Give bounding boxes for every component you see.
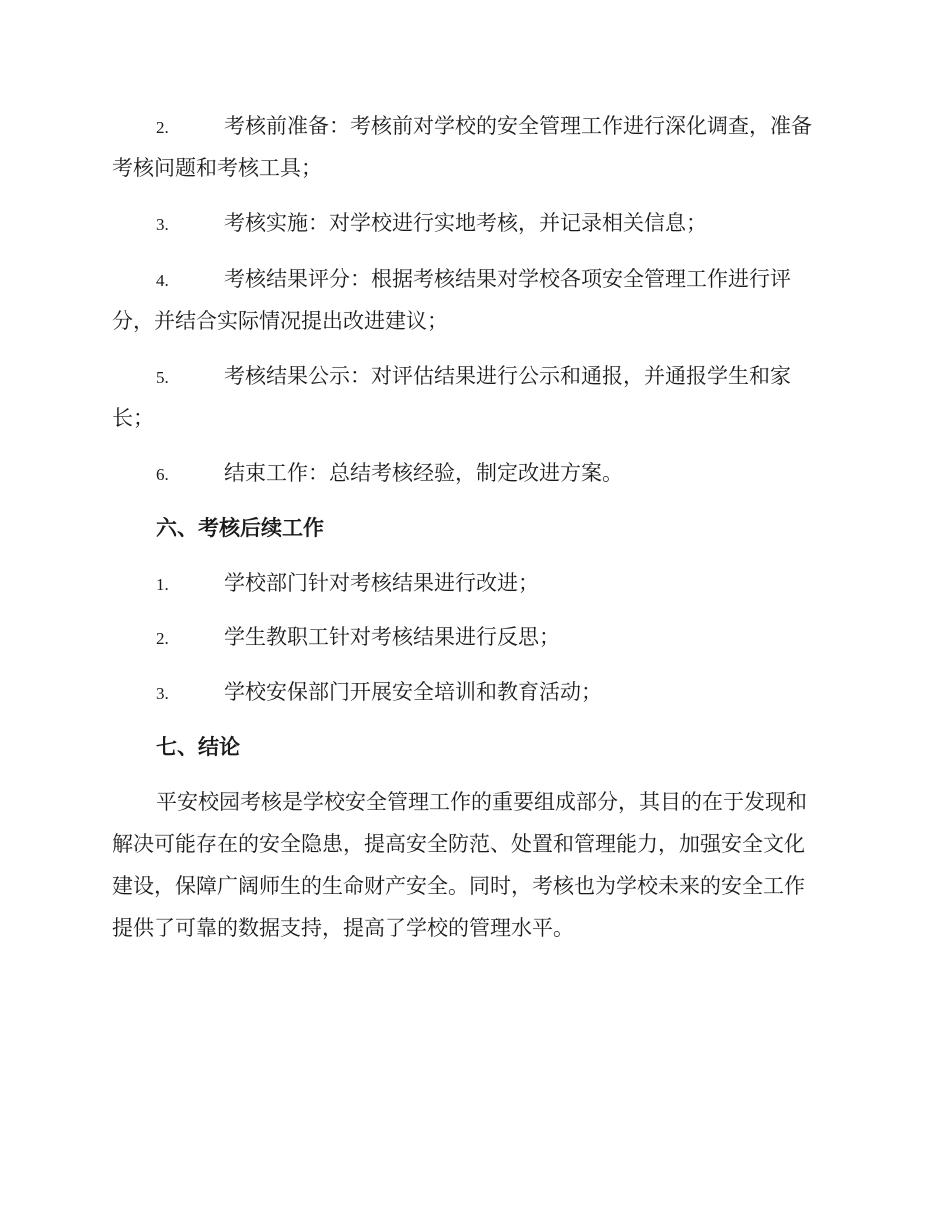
list-item-text-continued: 考核问题和考核工具； — [112, 156, 322, 180]
list-item-text: 学校部门针对考核结果进行改进； — [224, 571, 539, 595]
list-item-text: 考核结果公示：对评估结果进行公示和通报，并通报学生和家 — [224, 364, 791, 388]
list-number: 2. — [156, 629, 169, 648]
list-number: 3. — [156, 215, 169, 234]
list-item-text: 考核前准备：考核前对学校的安全管理工作进行深化调查，准备 — [224, 114, 812, 138]
list-item-text-continued: 分，并结合实际情况提出改进建议； — [112, 309, 448, 333]
list-item-text: 考核结果评分：根据考核结果对学校各项安全管理工作进行评 — [224, 267, 791, 291]
list-number: 6. — [156, 465, 169, 484]
paragraph-line: 解决可能存在的安全隐患，提高安全防范、处置和管理能力，加强安全文化 — [112, 832, 805, 856]
list-item-text: 学生教职工针对考核结果进行反思； — [224, 625, 560, 649]
paragraph-line: 提供了可靠的数据支持，提高了学校的管理水平。 — [112, 916, 574, 940]
list-number: 4. — [156, 271, 169, 290]
section-heading: 六、考核后续工作 — [156, 515, 324, 540]
list-number: 2. — [156, 118, 169, 137]
list-item-text-continued: 长； — [112, 406, 154, 430]
list-number: 3. — [156, 684, 169, 703]
paragraph-line: 平安校园考核是学校安全管理工作的重要组成部分，其目的在于发现和 — [156, 790, 807, 814]
list-item-text: 结束工作：总结考核经验，制定改进方案。 — [224, 461, 623, 485]
list-item-text: 学校安保部门开展安全培训和教育活动； — [224, 680, 602, 704]
list-number: 5. — [156, 368, 169, 387]
list-number: 1. — [156, 575, 169, 594]
list-item-text: 考核实施：对学校进行实地考核，并记录相关信息； — [224, 211, 707, 235]
paragraph-line: 建设，保障广阔师生的生命财产安全。同时，考核也为学校未来的安全工作 — [112, 874, 805, 898]
section-heading: 七、结论 — [156, 734, 240, 759]
